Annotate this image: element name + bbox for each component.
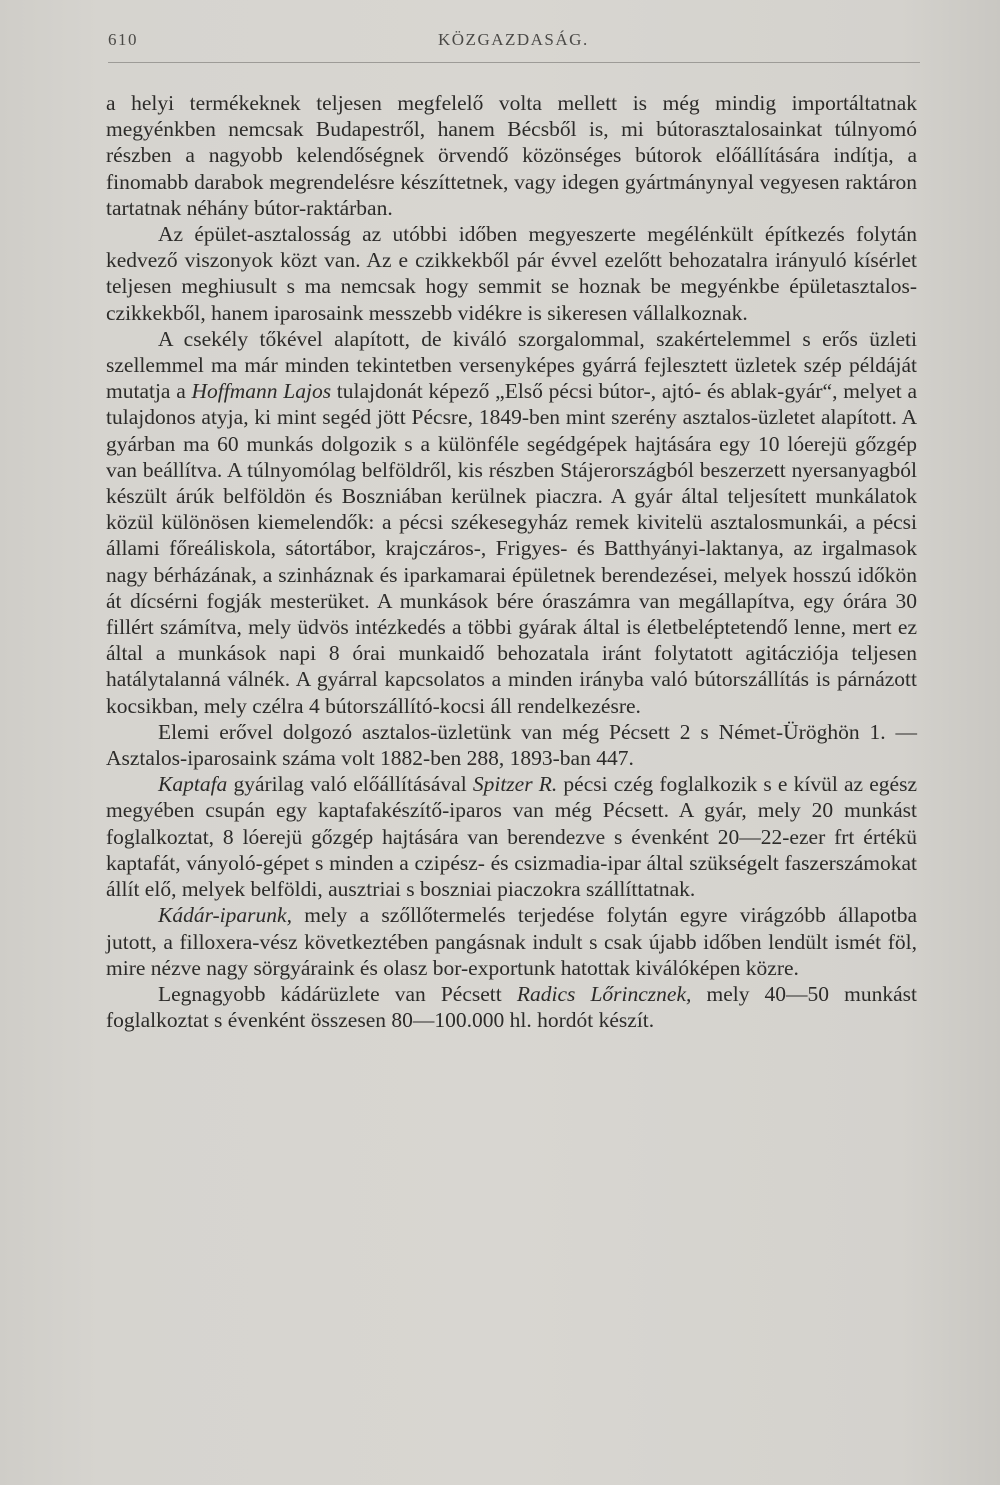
- paragraph: [106, 221, 917, 326]
- paragraph: [106, 981, 917, 1033]
- text-run: mely a szőllőtermelés terjedése folytán egyre virágzóbb állapotba jutott, a filloxera-vész következtében pangásnak indult s csak újabb időben lendült ismét föl, mire nézve nagy sörgyáraink és olasz bor-exportunk hatottak kiválóképen közre.: [106, 903, 917, 980]
- text-run: pécsi czég foglalkozik s e kívül az egész megyében csupán egy kaptafakészítő-iparos van még Pécsett. A gyár, mely 20 munkást foglalkoztat, 8 lóerejü gőzgép hajtására van berendezve s évenként 20—22-ezer frt értékü kaptafát, ványoló-gépet s minden a czipész- és csizmadia-ipar által szükségelt faszerszámokat állít elő, melyek belföldi, ausztriai s boszniai piaczokra szállíttatnak.: [106, 772, 918, 902]
- italic-name: Radics Lőrincznek,: [516, 981, 692, 1006]
- paragraph: [106, 719, 917, 771]
- paragraph: [106, 771, 917, 902]
- italic-term: Kaptafa: [158, 772, 228, 797]
- italic-term: Kádár-iparunk,: [158, 903, 292, 928]
- italic-name: Spitzer R.: [472, 772, 558, 797]
- text-run: tulajdonát képező „Első pécsi bútor-, ajtó- és ablak-gyár“, melyet a tulajdonos atyja, ki mint segéd jött Pécsre, 1849-ben mint szerény asztalos-üzletet alapított. A gyárban ma 60 munkás dolgozik s a különféle segédgépek hajtására egy 10 lóerejü gőzgép van beállítva. A túlnyomólag belföldről, kis részben Stájerországból beszerzett nyersanyagból készült árúk belföldön és Boszniában kerülnek piaczra. A gyár által teljesített munkálatok közül különösen kiemelendők: a pécsi székesegyház remek kivitelü asztalosmunkái, a pécsi állami főreáliskola, sátortábor, krajczáros-, Frigyes- és Batthyányi-laktanya, az irgalmasok nagy bérházának, a szinháznak és iparkamarai épületnek berendezései, melyek hosszú időkön át dícsérni fogják mesterüket. A munkások bére óraszámra van megállapítva, egy órára 30 fillért számítva, mely üdvös intézkedés a többi gyárak által is életbeléptetendő lenne, mert ez által a munkások napi 8 órai munkaidő behozatala iránt folytatott agitácziója teljesen hatálytalanná válnék. A gyárral kapcsolatos a minden irányba való bútorszállítás is párnázott kocsikban, mely czélra 4 bútorszállító-kocsi áll rendelkezésre.: [106, 379, 917, 718]
- text-run: A csekély tőkével alapított, de kiváló szorgalommal, szakértelemmel s erős üzleti szellemmel ma már minden tekintetben versenyképes gyárrá fejlesztett üzletek szép példáját mutatja a: [106, 326, 917, 404]
- paragraph: [106, 902, 917, 981]
- text-run: gyárilag való előállításával: [227, 772, 473, 797]
- text-run: Az épület-asztalosság az utóbbi időben megyeszerte megélénkült építkezés folytán kedvező viszonyok közt van. Az e czikkekből pár évvel ezelőtt behozatalra irányuló kísérlet teljesen meghiusult s ma nemcsak hogy semmit se hoznak be megyénkbe épületasztalos-czikkekből, hanem iparosaink messzebb vidékre is sikeresen vállalkoznak.: [106, 222, 917, 325]
- body-text: [106, 90, 917, 1033]
- paragraph: [106, 326, 917, 719]
- text-run: a helyi termékeknek teljesen megfelelő volta mellett is még mindig importáltatnak megyénkben nemcsak Budapestről, hanem Bécsből is, mi bútorasztalosainkat túlnyomó részben a nagyobb kelendőségnek örvendő közönséges bútorok előállítására indítja, a finomabb darabok megrendelésre készíttetnek, vagy idegen gyártmánynyal vegyesen raktáron tartatnak néhány bútor-raktárban.: [106, 91, 917, 220]
- running-head: KÖZGAZDASÁG.: [438, 30, 589, 49]
- header-rule: [108, 62, 920, 63]
- text-run: mely 40—50 munkást foglalkoztat s évenként összesen 80—100.000 hl. hordót készít.: [106, 981, 917, 1033]
- text-run: Elemi erővel dolgozó asztalos-üzletünk van még Pécsett 2 s Német-Üröghön 1. — Asztalos-iparosaink száma volt 1882-ben 288, 1893-ban 447.: [106, 719, 917, 771]
- page-number: 610: [108, 30, 138, 49]
- italic-name: Hoffmann Lajos: [191, 379, 332, 404]
- text-run: Legnagyobb kádárüzlete van Pécsett: [158, 981, 517, 1006]
- paragraph: [106, 90, 917, 221]
